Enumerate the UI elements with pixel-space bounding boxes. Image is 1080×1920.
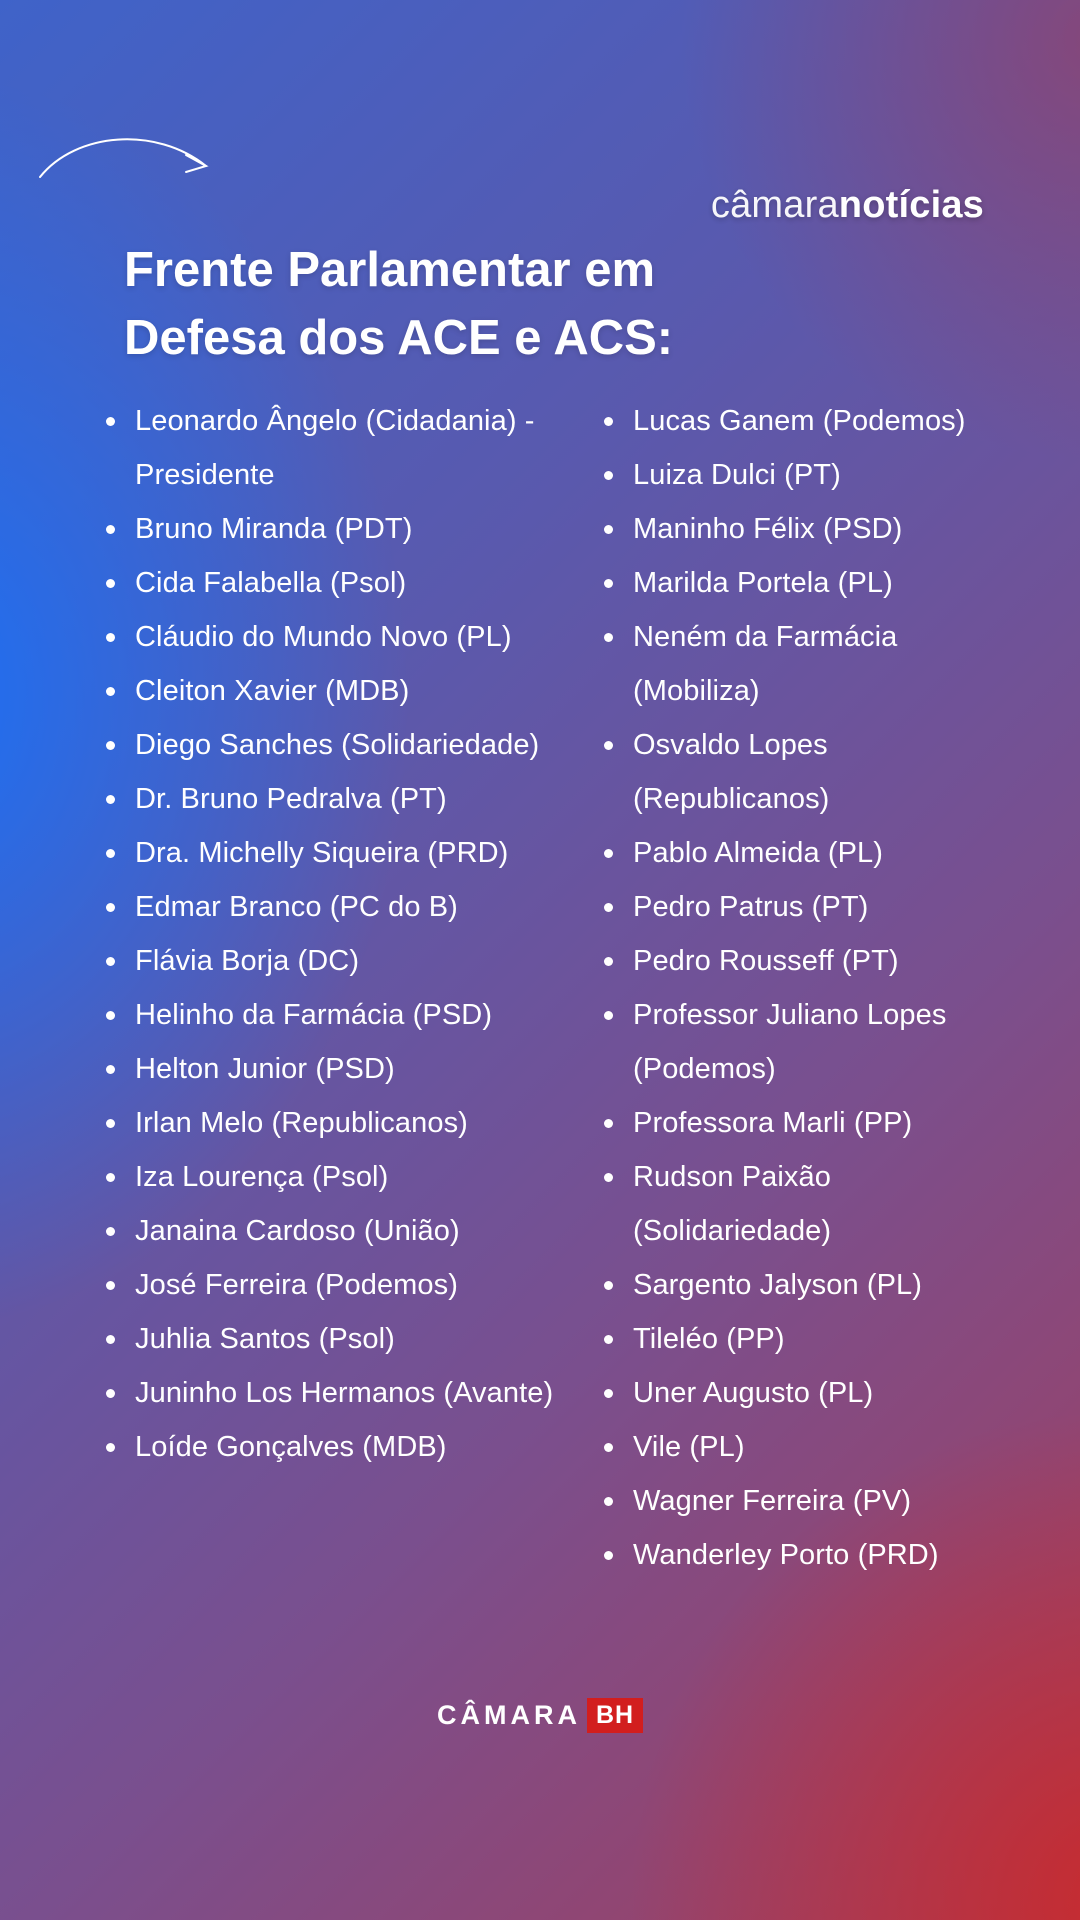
member-name: Flávia Borja (DC) xyxy=(135,945,360,977)
bullet-icon xyxy=(106,957,115,966)
list-item xyxy=(602,1528,1012,1582)
member-name: Juninho Los Hermanos (Avante) xyxy=(135,1377,554,1409)
member-name: Cleiton Xavier (MDB) xyxy=(135,675,410,707)
member-name: Luiza Dulci (PT) xyxy=(633,459,841,491)
member-name: Bruno Miranda (PDT) xyxy=(135,513,413,545)
member-name: Neném da Farmácia (Mobiliza) xyxy=(633,621,898,707)
bullet-icon xyxy=(106,417,115,426)
bullet-icon xyxy=(604,1389,613,1398)
bullet-icon xyxy=(604,903,613,912)
bullet-icon xyxy=(604,1497,613,1506)
list-item xyxy=(104,1042,574,1096)
list-item xyxy=(104,826,574,880)
list-item xyxy=(602,610,1012,718)
bullet-icon xyxy=(604,471,613,480)
member-name: Professora Marli (PP) xyxy=(633,1107,913,1139)
list-item xyxy=(104,502,574,556)
member-name: Pedro Patrus (PT) xyxy=(633,891,869,923)
bullet-icon xyxy=(604,417,613,426)
bullet-icon xyxy=(106,741,115,750)
list-item xyxy=(602,1474,1012,1528)
bullet-icon xyxy=(604,1443,613,1452)
bullet-icon xyxy=(604,1011,613,1020)
member-name: Sargento Jalyson (PL) xyxy=(633,1269,923,1301)
list-item xyxy=(104,556,574,610)
list-item xyxy=(104,934,574,988)
member-name: Uner Augusto (PL) xyxy=(633,1377,874,1409)
list-item xyxy=(602,502,1012,556)
list-item xyxy=(602,1258,1012,1312)
member-name: Pedro Rousseff (PT) xyxy=(633,945,899,977)
bullet-icon xyxy=(106,849,115,858)
list-item xyxy=(104,772,574,826)
list-item xyxy=(602,1150,1012,1258)
members-list-left xyxy=(104,394,574,1474)
member-name: Lucas Ganem (Podemos) xyxy=(633,405,966,437)
logo-word: CÂMARA xyxy=(436,1700,581,1730)
member-name: Professor Juliano Lopes (Podemos) xyxy=(633,999,947,1085)
bullet-icon xyxy=(106,1443,115,1452)
list-item xyxy=(602,826,1012,880)
logo-badge: BH xyxy=(587,1698,643,1733)
member-name: Cida Falabella (Psol) xyxy=(135,567,407,599)
bullet-icon xyxy=(106,1065,115,1074)
member-name: Irlan Melo (Republicanos) xyxy=(135,1107,468,1139)
bullet-icon xyxy=(106,1389,115,1398)
list-item xyxy=(104,1420,574,1474)
brand-light: câmara xyxy=(710,184,839,226)
bullet-icon xyxy=(604,579,613,588)
bullet-icon xyxy=(106,1335,115,1344)
list-item xyxy=(104,718,574,772)
list-item xyxy=(602,1366,1012,1420)
list-item xyxy=(104,1258,574,1312)
bullet-icon xyxy=(106,1173,115,1182)
member-name: Pablo Almeida (PL) xyxy=(633,837,884,869)
bullet-icon xyxy=(604,849,613,858)
camara-bh-logo xyxy=(0,1698,1080,1733)
bullet-icon xyxy=(106,1281,115,1290)
member-name: Dra. Michelly Siqueira (PRD) xyxy=(135,837,509,869)
list-item xyxy=(602,1420,1012,1474)
list-item xyxy=(104,1366,574,1420)
list-item xyxy=(104,1096,574,1150)
member-name: Tileléo (PP) xyxy=(633,1323,785,1355)
list-item xyxy=(602,934,1012,988)
member-name: Dr. Bruno Pedralva (PT) xyxy=(135,783,447,815)
bullet-icon xyxy=(106,795,115,804)
brand-bold: notícias xyxy=(838,184,984,226)
member-name: Helton Junior (PSD) xyxy=(135,1053,395,1085)
title-line-1: Frente Parlamentar em xyxy=(124,243,656,297)
bullet-icon xyxy=(106,1227,115,1236)
list-item xyxy=(104,1312,574,1366)
bullet-icon xyxy=(106,903,115,912)
list-item xyxy=(104,988,574,1042)
bullet-icon xyxy=(604,1281,613,1290)
bullet-icon xyxy=(604,957,613,966)
list-item xyxy=(602,718,1012,826)
list-item xyxy=(104,394,574,502)
member-name: Rudson Paixão (Solidariedade) xyxy=(633,1161,832,1247)
bullet-icon xyxy=(604,1119,613,1128)
member-name: Edmar Branco (PC do B) xyxy=(135,891,458,923)
member-name: Iza Lourença (Psol) xyxy=(135,1161,389,1193)
list-item xyxy=(104,1204,574,1258)
bullet-icon xyxy=(604,1551,613,1560)
member-name: Diego Sanches (Solidariedade) xyxy=(135,729,540,761)
member-name: Marilda Portela (PL) xyxy=(633,567,893,599)
member-name: Vile (PL) xyxy=(633,1431,745,1463)
list-item xyxy=(602,1312,1012,1366)
bullet-icon xyxy=(106,687,115,696)
bullet-icon xyxy=(604,1173,613,1182)
list-item xyxy=(104,610,574,664)
brand-logo xyxy=(711,184,984,227)
list-item xyxy=(602,988,1012,1096)
bullet-icon xyxy=(106,1119,115,1128)
member-name: Loíde Gonçalves (MDB) xyxy=(135,1431,447,1463)
member-name: Leonardo Ângelo (Cidadania) - Presidente xyxy=(135,405,535,491)
bullet-icon xyxy=(604,633,613,642)
member-name: Wagner Ferreira (PV) xyxy=(633,1485,912,1517)
bullet-icon xyxy=(604,525,613,534)
bullet-icon xyxy=(604,1335,613,1344)
title-line-2: Defesa dos ACE e ACS: xyxy=(124,311,674,365)
member-name: Wanderley Porto (PRD) xyxy=(633,1539,939,1571)
member-name: Helinho da Farmácia (PSD) xyxy=(135,999,493,1031)
member-name: Juhlia Santos (Psol) xyxy=(135,1323,395,1355)
bullet-icon xyxy=(106,525,115,534)
bullet-icon xyxy=(106,633,115,642)
list-item xyxy=(602,556,1012,610)
list-item xyxy=(602,394,1012,448)
member-name: Janaina Cardoso (União) xyxy=(135,1215,460,1247)
member-name: Cláudio do Mundo Novo (PL) xyxy=(135,621,512,653)
curved-arrow-icon xyxy=(36,128,216,188)
bullet-icon xyxy=(106,1011,115,1020)
bullet-icon xyxy=(106,579,115,588)
members-list-right xyxy=(602,394,1012,1582)
list-item xyxy=(602,448,1012,502)
list-item xyxy=(602,1096,1012,1150)
list-item xyxy=(104,664,574,718)
list-item xyxy=(602,880,1012,934)
list-item xyxy=(104,1150,574,1204)
page-title xyxy=(124,236,744,372)
list-item xyxy=(104,880,574,934)
member-name: José Ferreira (Podemos) xyxy=(135,1269,459,1301)
member-name: Maninho Félix (PSD) xyxy=(633,513,903,545)
bullet-icon xyxy=(604,741,613,750)
member-name: Osvaldo Lopes (Republicanos) xyxy=(633,729,830,815)
